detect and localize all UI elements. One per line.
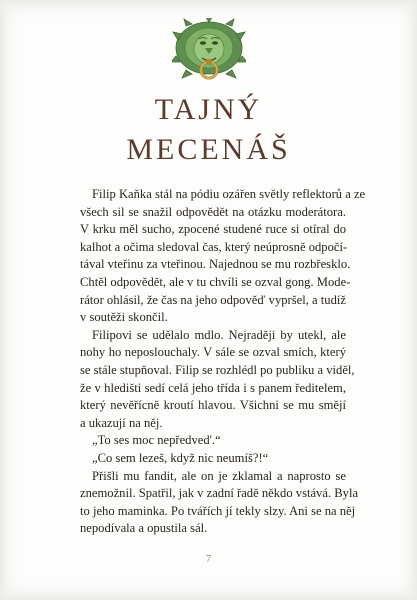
dialogue-line: „Co sem lezeš, když nic neumíš?!“	[92, 450, 269, 465]
text-line: v soutěži skončil.	[80, 310, 168, 325]
text-line: V krku měl sucho, zpocené studené ruce si otíral do	[80, 222, 346, 237]
text-line: který nevěřícně kroutí hlavou. Všichni se mu smějí	[80, 398, 346, 413]
text-line: a ukazují na něj.	[80, 415, 163, 430]
text-line: znemožnil. Spatřil, jak v zadní řadě někdo vstává. Byla	[80, 486, 359, 501]
text-line: nepodívala a opustila sál.	[80, 521, 208, 536]
page-number: 7	[206, 554, 211, 565]
text-line: že v hledišti sedí celá jeho třída i s panem ředitelem,	[80, 380, 346, 395]
dialogue-line: „To ses moc nepředved'.“	[92, 433, 221, 448]
chapter-title-line-2: MECENÁŠ	[126, 133, 291, 166]
lion-head-door-knocker-icon	[172, 18, 246, 84]
text-line: Chtěl odpovědět, ale v tu chvíli se ozval gong. Mode-	[80, 274, 351, 289]
text-line: kalhot a očima sledoval čas, který neúprosně odpočí-	[80, 239, 348, 254]
chapter-body-text	[80, 186, 366, 538]
text-line: Filip Kaňka stál na pódiu ozářen světly reflektorů a ze	[92, 187, 366, 201]
text-line: to jeho maminka. Po tvářích jí tekly slzy. Ani se na něj	[80, 503, 356, 518]
text-line: všech sil se snažil odpovědět na otázku moderátora.	[80, 204, 346, 219]
text-line: se stále stupňoval. Filip se rozhlédl po publiku a viděl,	[80, 362, 355, 377]
chapter-title	[0, 90, 417, 170]
text-line: tával vteřinu za vteřinou. Najednou se mu rozbřesklo.	[80, 257, 351, 272]
text-line: nohy ho neposlouchaly. V sále se ozval smích, který	[80, 345, 346, 360]
chapter-title-line-1: TAJNÝ	[154, 93, 263, 126]
text-line: Přišli mu fandit, ale on je zklamal a naprosto se	[92, 468, 346, 483]
text-line: Filipovi se udělalo mdlo. Nejraději by utekl, ale	[92, 327, 346, 342]
text-line: rátor ohlásil, že čas na jeho odpověď vypršel, a tudíž	[80, 292, 346, 307]
